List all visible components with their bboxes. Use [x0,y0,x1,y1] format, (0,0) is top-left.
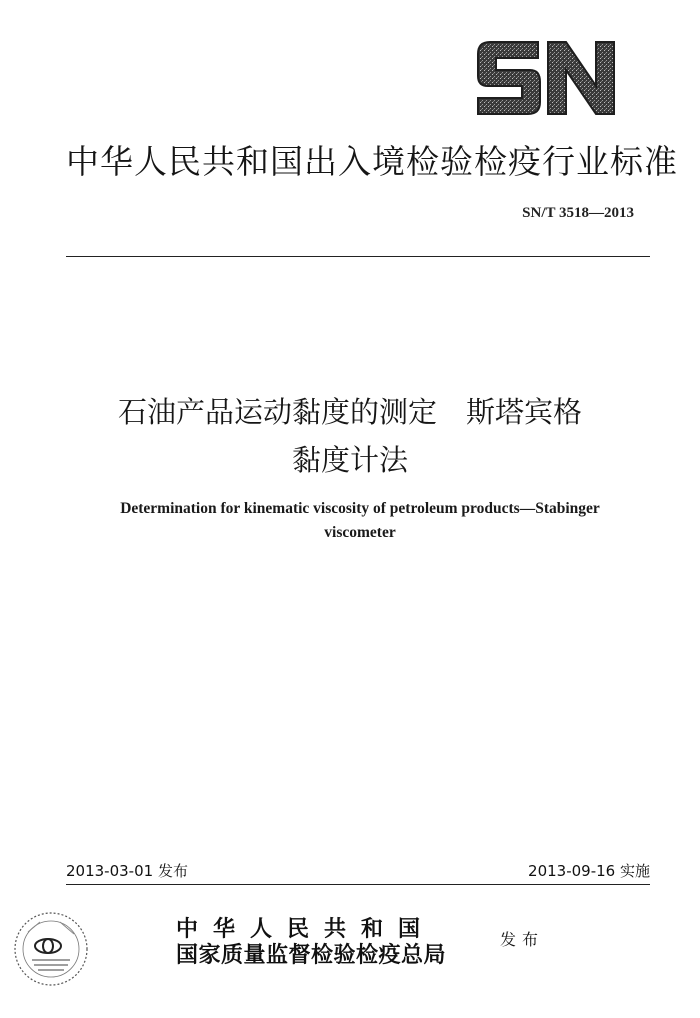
document-title-cn-line1: 石油产品运动黏度的测定 斯塔宾格 [117,395,582,429]
bottom-divider [66,884,650,885]
publish-date: 2013-03-01 发布 [66,862,188,880]
issue-label: 发布 [500,930,545,949]
document-title-en-line2: viscometer [324,524,396,541]
stamp-icon [10,908,92,990]
document-title-en-line1: Determination for kinematic viscosity of petroleum products—Stabinger [120,500,600,517]
top-divider [66,256,650,257]
standard-number: SN/T 3518—2013 [522,205,634,221]
issuer-name-line2: 国家质量监督检验检疫总局 [176,942,447,968]
sn-logo [474,40,616,116]
document-title-cn-line2: 黏度计法 [291,443,408,477]
implement-date: 2013-09-16 实施 [528,862,650,880]
standard-category-title: 中华人民共和国出入境检验检疫行业标准 [66,142,678,181]
issuer-name-line1: 中华人民共和国 [176,916,436,942]
